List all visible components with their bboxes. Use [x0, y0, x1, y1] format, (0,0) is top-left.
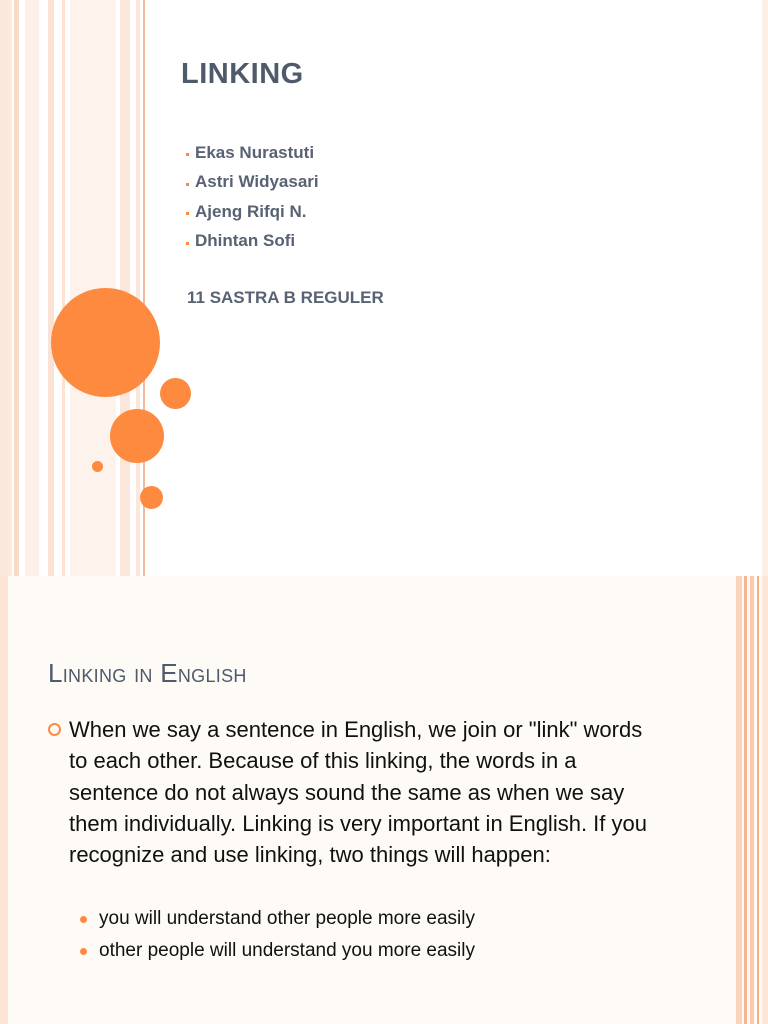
decor-stripe [62, 0, 65, 576]
member-list [186, 138, 319, 256]
decor-stripe [750, 576, 754, 1024]
decor-stripe [0, 0, 9, 576]
decor-stripe [762, 0, 768, 576]
bullet-icon [186, 183, 189, 186]
member-name: Ekas Nurastuti [195, 142, 315, 162]
slide-title-heading: LINKING [181, 58, 304, 90]
decor-stripe [9, 0, 12, 576]
decor-circle-large [51, 288, 160, 397]
list-item [80, 903, 475, 935]
dot-bullet-icon [80, 948, 87, 955]
decor-stripe [25, 0, 39, 576]
decor-circle-medium [110, 409, 164, 463]
list-item [186, 227, 319, 257]
decor-stripe [736, 576, 742, 1024]
decor-stripe [0, 576, 8, 1024]
list-item [186, 168, 319, 198]
decor-stripe [48, 0, 54, 576]
list-item [186, 138, 319, 168]
main-paragraph: When we say a sentence in English, we join or "link" words to each other. Because of this linking, the words in a sentence do not always sound the same as when we say them individually. Linking is very important in English. If you recognize and use linking, two things will happen: [69, 717, 647, 868]
decor-stripe [14, 0, 19, 576]
member-name: Ajeng Rifqi N. [195, 201, 307, 221]
member-name: Dhintan Sofi [195, 231, 296, 251]
bullet-icon [186, 153, 189, 156]
bullet-icon [186, 212, 189, 215]
dot-bullet-icon [80, 916, 87, 923]
list-item [80, 935, 475, 967]
member-name: Astri Widyasari [195, 172, 319, 192]
decor-stripe [757, 576, 759, 1024]
sub-point-text: other people will understand you more easily [99, 940, 475, 961]
decor-stripe [136, 0, 140, 576]
decor-circle-small [140, 486, 163, 509]
decor-stripe [762, 576, 768, 1024]
decor-circle-tiny [92, 461, 103, 472]
decor-stripe [120, 0, 130, 576]
sub-point-text: you will understand other people more easily [99, 908, 475, 929]
slide-heading: Linking in English [48, 658, 247, 688]
slide-content [0, 576, 768, 1024]
ring-bullet-icon [48, 723, 61, 736]
bullet-icon [186, 242, 189, 245]
class-name: 11 SASTRA B REGULER [187, 288, 384, 307]
decor-circle-small [160, 378, 191, 409]
sub-point-list [80, 903, 475, 967]
decor-stripe [744, 576, 747, 1024]
list-item [186, 197, 319, 227]
